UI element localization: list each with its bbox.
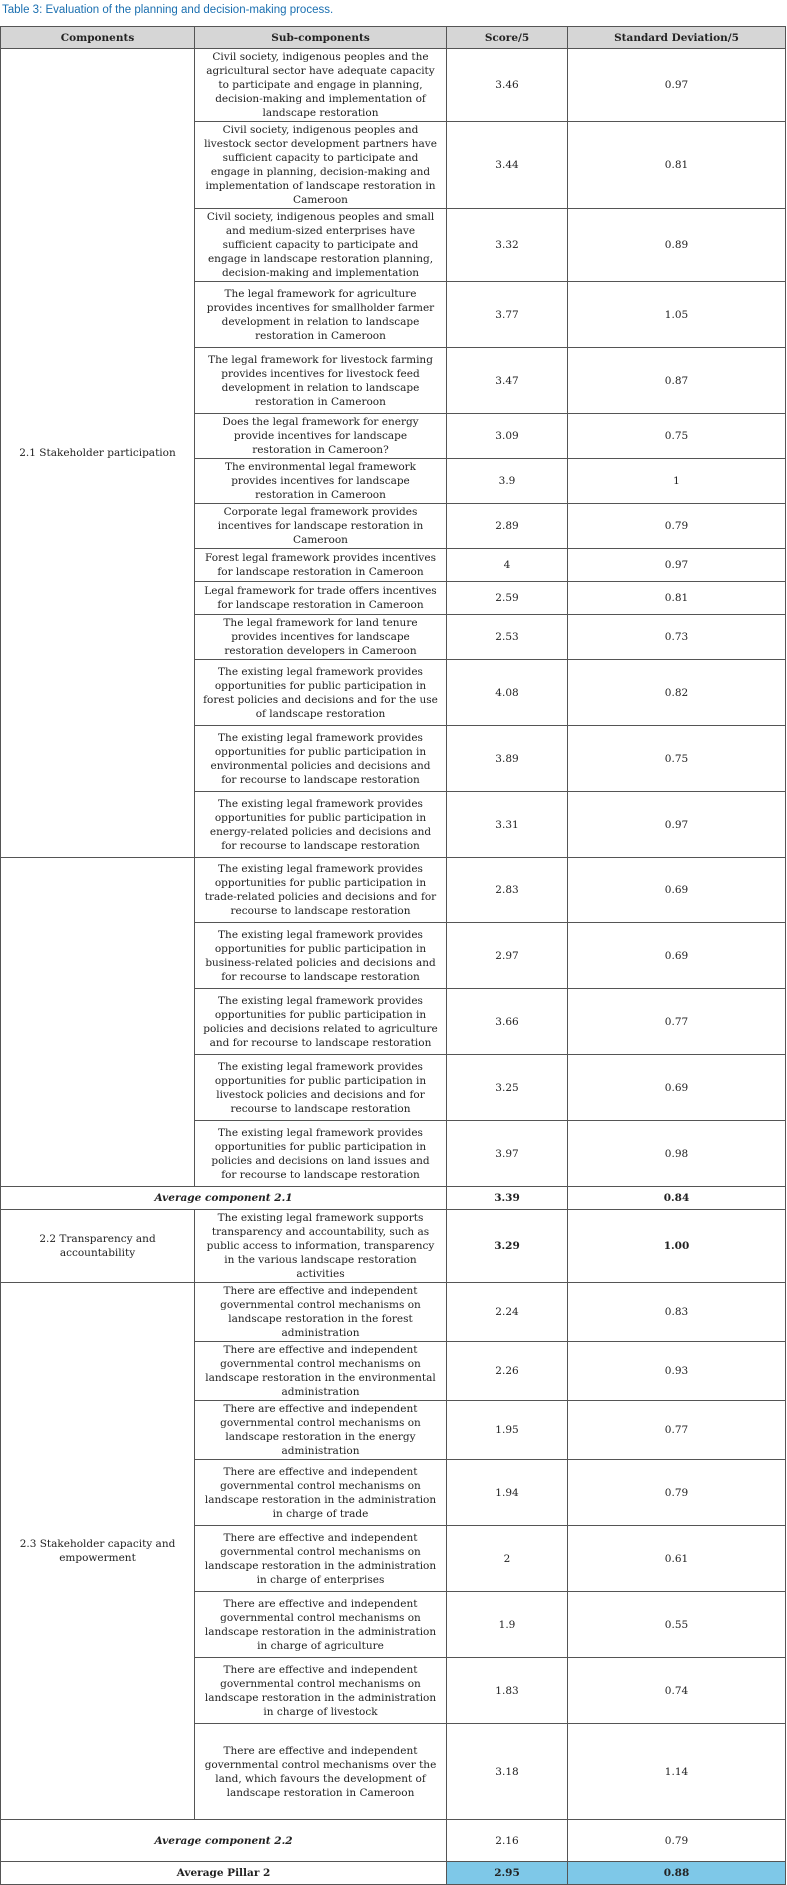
- header-row: [1, 27, 786, 49]
- score-cell: 1.94: [447, 1460, 568, 1526]
- score-cell: 4: [447, 549, 568, 582]
- sd-cell: 0.79: [568, 1460, 786, 1526]
- sd-cell: 0.69: [568, 923, 786, 989]
- score-cell: 3.89: [447, 726, 568, 792]
- average-label: Average component 2.1: [1, 1187, 447, 1210]
- score-cell: 2.59: [447, 582, 568, 615]
- average-score: 3.39: [447, 1187, 568, 1210]
- sub-component: There are effective and independent governmental control mechanisms on landscape restoration in the administration in charge of enterprises: [195, 1526, 447, 1592]
- score-cell: 2.24: [447, 1283, 568, 1342]
- sd-cell: 0.87: [568, 348, 786, 414]
- sub-component: The existing legal framework provides opportunities for public participation in policies and decisions related to agriculture and for recourse to landscape restoration: [195, 989, 447, 1055]
- sd-cell: 0.75: [568, 726, 786, 792]
- average-score: 2.16: [447, 1820, 568, 1862]
- score-cell: 3.46: [447, 49, 568, 122]
- sub-component: There are effective and independent governmental control mechanisms on landscape restoration in the energy administration: [195, 1401, 447, 1460]
- table-caption: [2, 1, 333, 19]
- sub-component: There are effective and independent governmental control mechanisms on landscape restoration in the environmental administration: [195, 1342, 447, 1401]
- score-cell: 3.18: [447, 1724, 568, 1820]
- sub-component: Forest legal framework provides incentives for landscape restoration in Cameroon: [195, 549, 447, 582]
- average-label: Average component 2.2: [1, 1820, 447, 1862]
- header-sub-components: Sub-components: [195, 27, 447, 49]
- sub-component: The existing legal framework provides opportunities for public participation in environmental policies and decisions and for recourse to landscape restoration: [195, 726, 447, 792]
- sub-component: There are effective and independent governmental control mechanisms on landscape restoration in the administration in charge of agriculture: [195, 1592, 447, 1658]
- table-row: [1, 1283, 786, 1342]
- table-row: [1, 858, 786, 923]
- score-cell: 3.77: [447, 282, 568, 348]
- sd-cell: 0.81: [568, 582, 786, 615]
- sub-component: The existing legal framework provides opportunities for public participation in business-related policies and decisions and for recourse to landscape restoration: [195, 923, 447, 989]
- sd-cell: 1.05: [568, 282, 786, 348]
- sub-component: The legal framework for agriculture provides incentives for smallholder farmer development in relation to landscape restoration in Cameroon: [195, 282, 447, 348]
- sd-cell: 0.98: [568, 1121, 786, 1187]
- sd-cell: 0.74: [568, 1658, 786, 1724]
- sub-component: The existing legal framework provides opportunities for public participation in energy-related policies and decisions and for recourse to landscape restoration: [195, 792, 447, 858]
- sub-component: Civil society, indigenous peoples and small and medium-sized enterprises have sufficient capacity to participate and engage in landscape restoration planning, decision-making and implementation: [195, 209, 447, 282]
- sd-cell: 1.00: [568, 1210, 786, 1283]
- sd-cell: 0.77: [568, 1401, 786, 1460]
- sd-cell: 0.97: [568, 792, 786, 858]
- sd-cell: 0.55: [568, 1592, 786, 1658]
- sd-cell: 0.82: [568, 660, 786, 726]
- score-cell: 3.31: [447, 792, 568, 858]
- sd-cell: 0.75: [568, 414, 786, 459]
- score-cell: 2.83: [447, 858, 568, 923]
- sub-component: There are effective and independent governmental control mechanisms over the land, which favours the development of landscape restoration in Cameroon: [195, 1724, 447, 1820]
- sd-cell: 0.69: [568, 858, 786, 923]
- header-components: Components: [1, 27, 195, 49]
- score-cell: 1.83: [447, 1658, 568, 1724]
- table-caption-label: Table 3:: [2, 4, 43, 16]
- sub-component: Civil society, indigenous peoples and the agricultural sector have adequate capacity to participate and engage in planning, decision-making and implementation of landscape restoration: [195, 49, 447, 122]
- sd-cell: 0.83: [568, 1283, 786, 1342]
- pillar-label: Average Pillar 2: [1, 1862, 447, 1885]
- score-cell: 3.32: [447, 209, 568, 282]
- pillar-score: 2.95: [447, 1862, 568, 1885]
- score-cell: 3.9: [447, 459, 568, 504]
- sd-cell: 1.14: [568, 1724, 786, 1820]
- score-cell: 2: [447, 1526, 568, 1592]
- score-cell: 2.89: [447, 504, 568, 549]
- average-row: [1, 1187, 786, 1210]
- score-cell: 2.97: [447, 923, 568, 989]
- sub-component: The legal framework for livestock farming provides incentives for livestock feed development in relation to landscape restoration in Cameroon: [195, 348, 447, 414]
- component-label-empty: [1, 858, 195, 1187]
- score-cell: 1.9: [447, 1592, 568, 1658]
- sub-component: Does the legal framework for energy provide incentives for landscape restoration in Cameroon?: [195, 414, 447, 459]
- sub-component: The existing legal framework supports transparency and accountability, such as public access to information, transparency in the various landscape restoration activities: [195, 1210, 447, 1283]
- table-caption-text: Evaluation of the planning and decision-making process.: [42, 4, 334, 16]
- sd-cell: 0.69: [568, 1055, 786, 1121]
- sub-component: The legal framework for land tenure provides incentives for landscape restoration developers in Cameroon: [195, 615, 447, 660]
- sub-component: Civil society, indigenous peoples and livestock sector development partners have sufficient capacity to participate and engage in planning, decision-making and implementation of landscape restoration in Cameroon: [195, 122, 447, 209]
- sub-component: The existing legal framework provides opportunities for public participation in livestock policies and decisions and for recourse to landscape restoration: [195, 1055, 447, 1121]
- sub-component: There are effective and independent governmental control mechanisms on landscape restoration in the forest administration: [195, 1283, 447, 1342]
- sub-component: The existing legal framework provides opportunities for public participation in policies and decisions on land issues and for recourse to landscape restoration: [195, 1121, 447, 1187]
- sub-component: The existing legal framework provides opportunities for public participation in forest policies and decisions and for the use of landscape restoration: [195, 660, 447, 726]
- sub-component: The environmental legal framework provides incentives for landscape restoration in Cameroon: [195, 459, 447, 504]
- sub-component: There are effective and independent governmental control mechanisms on landscape restoration in the administration in charge of trade: [195, 1460, 447, 1526]
- pillar-row: [1, 1862, 786, 1885]
- sd-cell: 0.61: [568, 1526, 786, 1592]
- score-cell: 3.66: [447, 989, 568, 1055]
- sub-component: There are effective and independent governmental control mechanisms on landscape restoration in the administration in charge of livestock: [195, 1658, 447, 1724]
- sub-component: The existing legal framework provides opportunities for public participation in trade-related policies and decisions and for recourse to landscape restoration: [195, 858, 447, 923]
- sd-cell: 1: [568, 459, 786, 504]
- sd-cell: 0.93: [568, 1342, 786, 1401]
- sub-component: Corporate legal framework provides incentives for landscape restoration in Cameroon: [195, 504, 447, 549]
- component-label: 2.1 Stakeholder participation: [1, 49, 195, 858]
- score-cell: 2.26: [447, 1342, 568, 1401]
- score-cell: 4.08: [447, 660, 568, 726]
- table-body: [1, 49, 786, 1885]
- sd-cell: 0.79: [568, 504, 786, 549]
- component-label: 2.3 Stakeholder capacity and empowerment: [1, 1283, 195, 1820]
- score-cell: 3.44: [447, 122, 568, 209]
- average-sd: 0.84: [568, 1187, 786, 1210]
- score-cell: 3.09: [447, 414, 568, 459]
- score-cell: 3.29: [447, 1210, 568, 1283]
- average-sd: 0.79: [568, 1820, 786, 1862]
- evaluation-table: [0, 26, 786, 1885]
- score-cell: 2.53: [447, 615, 568, 660]
- sd-cell: 0.89: [568, 209, 786, 282]
- pillar-sd: 0.88: [568, 1862, 786, 1885]
- sub-component: Legal framework for trade offers incentives for landscape restoration in Cameroon: [195, 582, 447, 615]
- table-row: [1, 1210, 786, 1283]
- header-standard-deviation: Standard Deviation/5: [568, 27, 786, 49]
- sd-cell: 0.97: [568, 549, 786, 582]
- component-label: 2.2 Transparency and accountability: [1, 1210, 195, 1283]
- score-cell: 3.47: [447, 348, 568, 414]
- sd-cell: 0.77: [568, 989, 786, 1055]
- sd-cell: 0.73: [568, 615, 786, 660]
- score-cell: 1.95: [447, 1401, 568, 1460]
- sd-cell: 0.97: [568, 49, 786, 122]
- sd-cell: 0.81: [568, 122, 786, 209]
- average-row: [1, 1820, 786, 1862]
- score-cell: 3.25: [447, 1055, 568, 1121]
- header-score: Score/5: [447, 27, 568, 49]
- score-cell: 3.97: [447, 1121, 568, 1187]
- table-row: [1, 49, 786, 122]
